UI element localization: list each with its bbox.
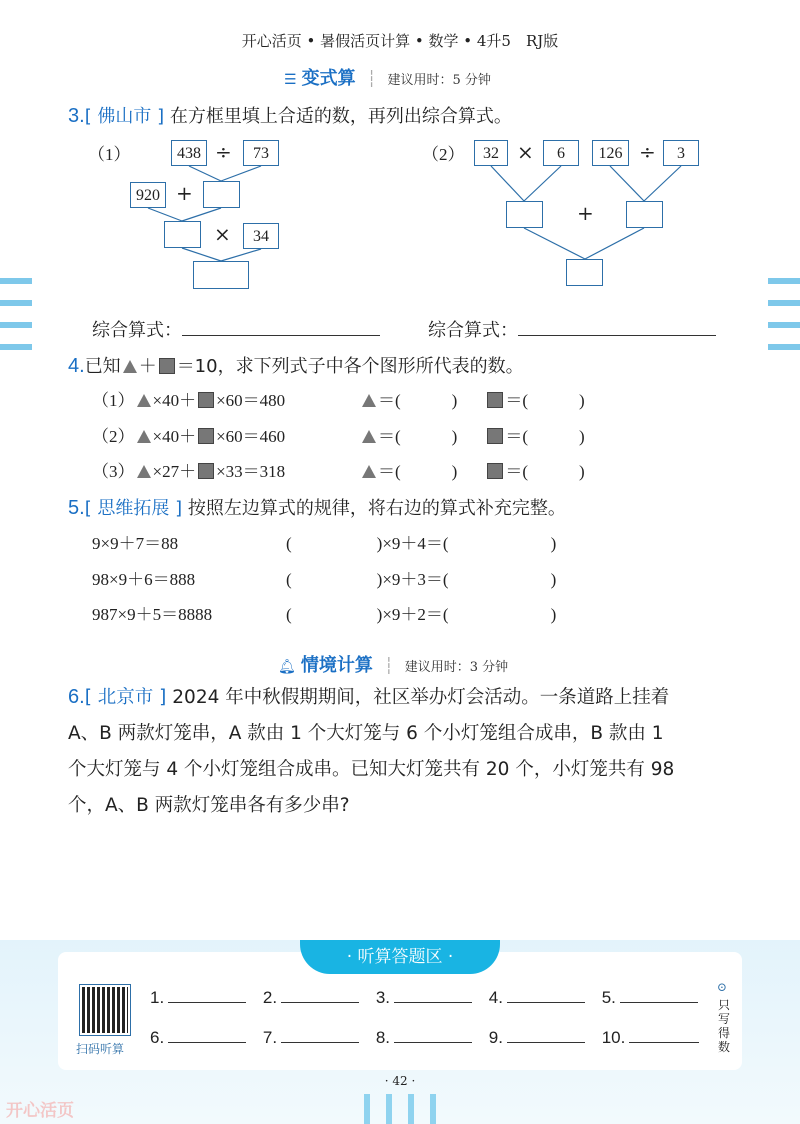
scan-label: 扫码听算 [76,1042,125,1056]
box-438: 438 [171,140,207,166]
section-title: 情境计算 [300,655,373,676]
op-div: ÷ [215,140,232,164]
op-div: ÷ [639,140,656,164]
formula-input[interactable] [182,319,380,336]
side-note: 只写得数 [718,998,731,1054]
formula-1: 综合算式： [92,316,380,342]
op-plus: + [176,181,193,205]
listen-title: · 听算答题区 · [300,940,500,974]
op-times: × [214,222,231,246]
op-times: × [517,140,534,164]
answer-row-1: 1. 2. 3. 4. 5. [150,988,698,1008]
answer-box[interactable] [164,221,201,248]
pattern-right[interactable]: ( )×9＋4＝( ) [286,534,557,553]
square-icon [159,358,175,374]
watermark-logo: 开心活页 [6,1101,74,1121]
answer-box[interactable] [193,261,249,289]
q4-answers[interactable]: ＝( ) ＝( ) [360,422,585,447]
answer-row-2: 6. 7. 8. 9. 10. [150,1028,699,1048]
box-32: 32 [474,140,508,166]
q4-row: （1） ×40＋ ×60＝480 [92,391,286,410]
box-126: 126 [592,140,629,166]
answer-box[interactable] [626,201,663,228]
pattern-right[interactable]: ( )×9＋3＝( ) [286,570,557,589]
answer-box[interactable] [566,259,603,286]
box-3: 3 [663,140,699,166]
pattern-left: 98×9＋6＝888 [92,570,196,589]
q4-row: （3） ×27＋ ×33＝318 [92,462,286,481]
section-heading: 🔔︎ 情境计算 ┆ 建议用时：3 分钟 [278,655,509,676]
box-34: 34 [243,223,279,249]
formula-2: 综合算式： [428,316,716,342]
question-4: 4.已知 ＋ ＝10，求下列式子中各个图形所代表的数。 [68,355,524,377]
q4-answers[interactable]: ＝( ) ＝( ) [360,457,585,482]
page-header: 开心活页 • 暑假活页计算 • 数学 • 4升5 RJ版 [241,32,559,50]
op-plus: + [577,201,594,225]
pattern-left: 9×9＋7＝88 [92,534,179,553]
q4-row: （2） ×40＋ ×60＝460 [92,427,286,446]
bell-icon: 🔔︎ [278,659,296,675]
answer-box[interactable] [506,201,543,228]
section-title: 变式算 [301,68,356,89]
page-number: · 42 · [384,1074,416,1088]
qr-code-icon[interactable] [80,985,130,1035]
time-hint: 建议用时：5 分钟 [387,73,491,88]
part-2-label: （2） [422,145,465,164]
pattern-right[interactable]: ( )×9＋2＝( ) [286,605,557,624]
box-73: 73 [243,140,279,166]
box-6: 6 [543,140,579,166]
time-hint: 建议用时：3 分钟 [404,660,509,675]
triangle-icon [123,360,137,373]
q4-answers[interactable]: ＝( ) ＝( ) [360,386,585,411]
pattern-left: 987×9＋5＝8888 [92,605,213,624]
answer-box[interactable] [203,181,240,208]
part-1-label: （1） [88,145,131,164]
formula-input[interactable] [518,319,716,336]
sliders-icon: ☰ [284,72,297,88]
question-3: 3.[ 佛山市 ] 在方框里填上合适的数，再列出综合算式。 [68,105,512,127]
arrow-icon: ⊙ [717,980,728,994]
section-heading: ☰ 变式算 ┆ 建议用时：5 分钟 [284,68,491,89]
box-920: 920 [130,182,166,208]
question-6: 6.[ 北京市 ] 2024 年中秋假期期间，社区举办灯会活动。一条道路上挂着 A、B 两款灯笼串，A 款由 1 个大灯笼与 6 个小灯笼组合成串，B 款由 1 个大灯笼与 4 个小灯笼组合成串。已知大灯笼共有 20 个，小灯笼共有 98 个，A、B 两款灯笼串各有多少串? [68,686,675,816]
question-5: 5.[ 思维拓展 ] 按照左边算式的规律，将右边的算式补充完整。 [68,497,566,519]
